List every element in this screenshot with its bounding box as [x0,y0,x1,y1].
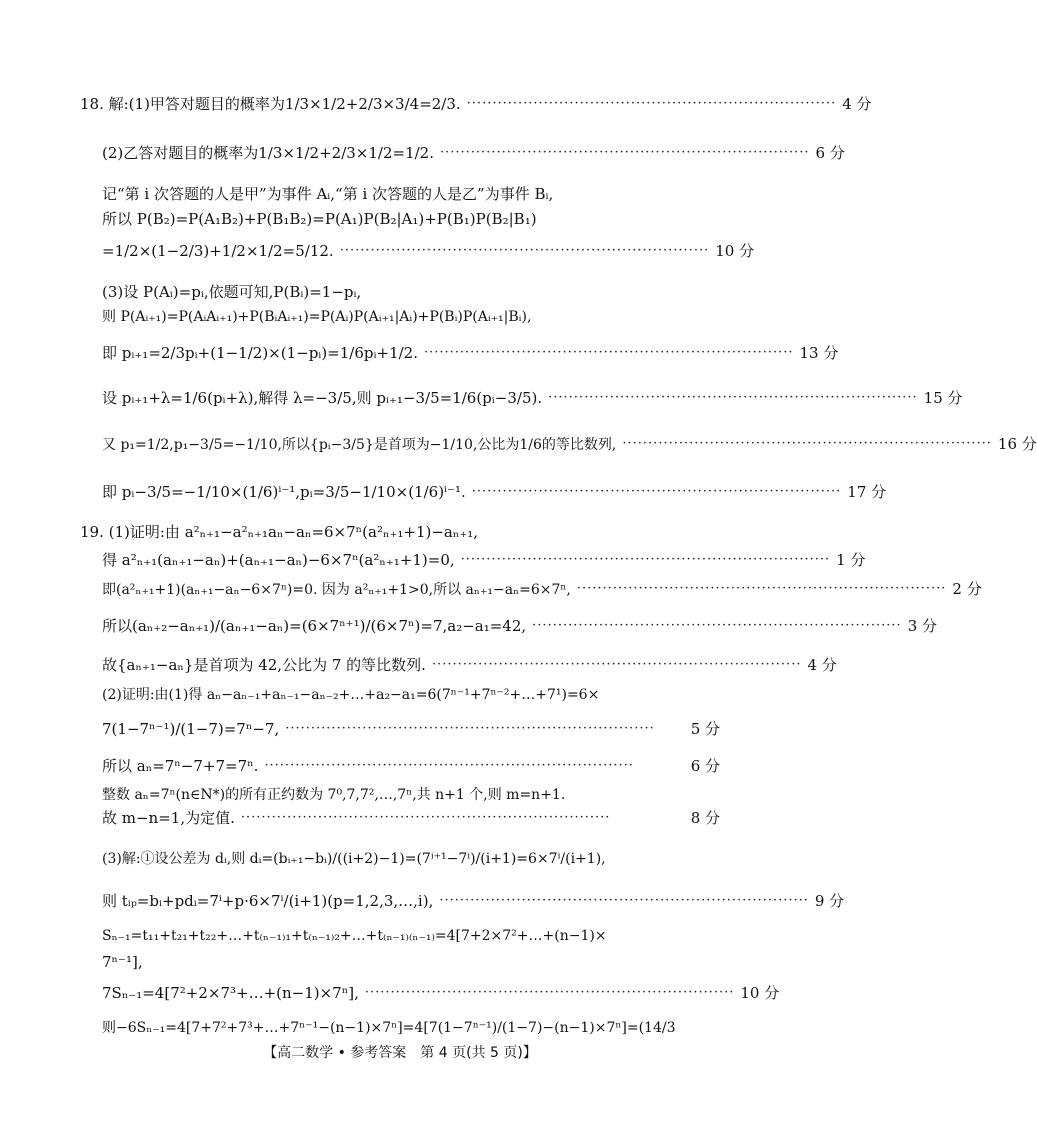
answer-line [102,654,837,675]
answer-line [102,208,720,229]
answer-line [80,521,720,542]
answer-line [102,928,720,944]
answer-line [102,549,866,570]
line-text: Sₙ₋₁=t₁₁+t₂₁+t₂₂+…+t₍ₙ₋₁₎₁+t₍ₙ₋₁₎₂+…+t₍ₙ₋₁₎₍ₙ₋₁₎=4[7+2×7²+…+(n−1)× [102,928,607,944]
answer-line [102,848,720,868]
answer-line [102,890,845,911]
dot-leader: ········································································ [548,390,918,405]
line-text: 18. 解:(1)甲答对题目的概率为1/3×1/2+2/3×3/4=2/3. [80,95,461,113]
dot-leader: ········································································ [471,484,842,499]
line-text: 所以(aₙ₊₂−aₙ₊₁)/(aₙ₊₁−aₙ)=(6×7ⁿ⁺¹)/(6×7ⁿ)=7,a₂−a₁=42, [102,617,527,635]
line-text: 故{aₙ₊₁−aₙ}是首项为 42,公比为 7 的等比数列. [102,656,426,674]
line-text: =1/2×(1−2/3)+1/2×1/2=5/12. [102,241,334,260]
score-label: 10 分 [740,984,780,1002]
line-text: 得 a²ₙ₊₁(aₙ₊₁−aₙ)+(aₙ₊₁−aₙ)−6×7ⁿ(a²ₙ₊₁+1)=0, [102,551,455,569]
line-text: 即 pᵢ−3/5=−1/10×(1/6)ⁱ⁻¹,pᵢ=3/5−1/10×(1/6)ⁱ⁻¹. [102,483,466,501]
page-footer: 【高二数学 • 参考答案 第 4 页(共 5 页)】 [263,1045,537,1061]
line-text: 又 p₁=1/2,p₁−3/5=−1/10,所以{pᵢ−3/5}是首项为−1/10,公比为1/6的等比数列, [102,436,617,453]
answer-line [102,142,845,163]
answer-line [102,953,720,971]
answer-line [102,578,982,599]
dot-leader: ········································································ [460,552,831,567]
dot-leader: ········································································ [285,721,655,736]
dot-leader: ········································································ [440,145,810,160]
answer-line [102,982,780,1003]
answer-line [102,807,720,828]
dot-leader: ········································································ [423,345,794,360]
line-text: (2)证明:由(1)得 aₙ−aₙ₋₁+aₙ₋₁−aₙ₋₂+…+a₂−a₁=6(7ⁿ⁻¹+7ⁿ⁻²+…+7¹)=6× [102,687,600,703]
line-text: 整数 aₙ=7ⁿ(n∈N*)的所有正约数为 7⁰,7,7²,…,7ⁿ,共 n+1 个,则 m=n+1. [102,787,566,803]
line-text: 即 pᵢ₊₁=2/3pᵢ+(1−1/2)×(1−pᵢ)=1/6pᵢ+1/2. [102,344,418,362]
dot-leader: ········································································ [240,810,611,825]
dot-leader: ········································································ [364,985,735,1000]
answer-line [102,183,720,204]
line-text: 记“第 i 次答题的人是甲”为事件 Aᵢ,“第 i 次答题的人是乙”为事件 Bᵢ, [102,185,554,203]
dot-leader: ········································································ [466,96,837,111]
answer-line [80,93,872,114]
dot-leader: ········································································ [339,243,710,258]
dot-leader: ········································································ [622,436,992,451]
score-label: 13 分 [799,344,839,362]
line-text: 设 pᵢ₊₁+λ=1/6(pᵢ+λ),解得 λ=−3/5,则 pᵢ₊₁−3/5=1/6(pᵢ−3/5). [102,389,543,407]
score-label: 3 分 [907,617,937,635]
answer-line [102,433,1037,454]
answer-line [102,387,963,408]
score-label: 9 分 [814,892,845,910]
line-text: 所以 aₙ=7ⁿ−7+7=7ⁿ. [102,757,259,775]
dot-leader: ········································································ [439,893,809,908]
answer-line [102,784,720,804]
line-text: 则 P(Aᵢ₊₁)=P(AᵢAᵢ₊₁)+P(BᵢAᵢ₊₁)=P(Aᵢ)P(Aᵢ₊₁|Aᵢ)+P(Bᵢ)P(Aᵢ₊₁|Bᵢ), [102,309,532,325]
line-text: (3)设 P(Aᵢ)=pᵢ,依题可知,P(Bᵢ)=1−pᵢ, [102,283,362,301]
line-text: 所以 P(B₂)=P(A₁B₂)+P(B₁B₂)=P(A₁)P(B₂|A₁)+P(B₁)P(B₂|B₁) [102,210,537,228]
score-label: 2 分 [952,580,982,598]
answer-line [102,281,720,302]
answer-line [102,481,887,502]
score-label: 10 分 [715,242,755,260]
score-label: 17 分 [847,483,887,501]
score-label: 6 分 [690,757,720,775]
answer-line [102,684,720,704]
answer-line [102,1017,720,1037]
line-text: 即(a²ₙ₊₁+1)(aₙ₊₁−aₙ−6×7ⁿ)=0. 因为 a²ₙ₊₁+1>0,所以 aₙ₊₁−aₙ=6×7ⁿ, [102,581,571,598]
line-text: 7Sₙ₋₁=4[7²+2×7³+…+(n−1)×7ⁿ], [102,983,359,1002]
answer-line [102,240,755,261]
answer-line [102,615,937,636]
dot-leader: ········································································ [532,618,902,633]
score-label: 15 分 [923,389,963,407]
dot-leader: ········································································ [431,657,802,672]
line-text: (2)乙答对题目的概率为1/3×1/2+2/3×1/2=1/2. [102,144,434,162]
line-text: 7(1−7ⁿ⁻¹)/(1−7)=7ⁿ−7, [102,719,280,738]
dot-leader: ········································································ [576,581,947,596]
line-text: 7ⁿ⁻¹], [102,953,143,971]
score-label: 4 分 [842,95,872,113]
answer-line [102,755,720,776]
line-text: (3)解:①设公差为 dᵢ,则 dᵢ=(bᵢ₊₁−bᵢ)/((i+2)−1)=(7ⁱ⁺¹−7ⁱ)/(i+1)=6×7ⁱ/(i+1), [102,851,606,867]
score-label: 8 分 [690,809,720,827]
score-label: 5 分 [690,720,720,738]
answer-line [102,718,720,739]
answer-line [102,306,720,326]
line-text: 19. (1)证明:由 a²ₙ₊₁−a²ₙ₊₁aₙ−aₙ=6×7ⁿ(a²ₙ₊₁+1)−aₙ₊₁, [80,523,479,541]
line-text: 故 m−n=1,为定值. [102,809,235,827]
score-label: 4 分 [807,656,837,674]
line-text: 则−6Sₙ₋₁=4[7+7²+7³+…+7ⁿ⁻¹−(n−1)×7ⁿ]=4[7(1−7ⁿ⁻¹)/(1−7)−(n−1)×7ⁿ]=(14/3 [102,1020,676,1036]
score-label: 6 分 [815,144,845,162]
dot-leader: ········································································ [264,758,634,773]
score-label: 1 分 [836,551,866,569]
line-text: 则 tᵢₚ=bᵢ+pdᵢ=7ⁱ+p·6×7ⁱ/(i+1)(p=1,2,3,…,i), [102,892,434,910]
score-label: 16 分 [997,435,1037,453]
answer-line [102,342,839,363]
